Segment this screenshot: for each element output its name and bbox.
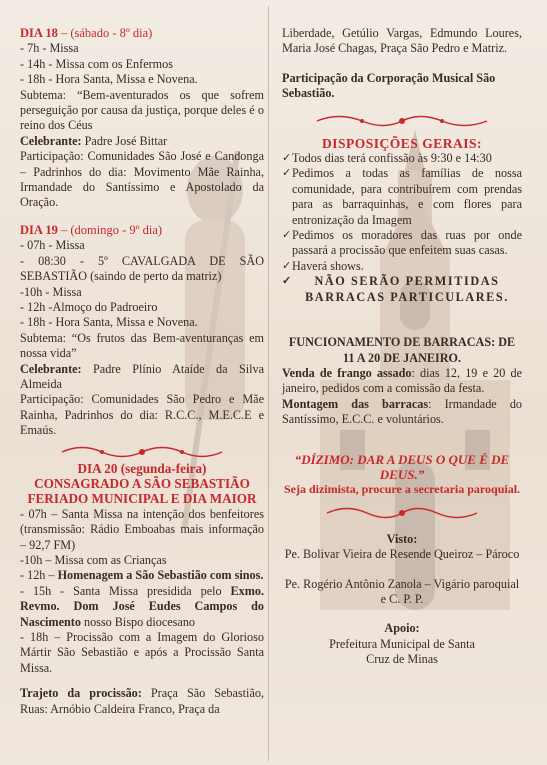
day20-item: - 07h – Santa Missa na intenção dos benfeitores (transmissão: Rádio Emboabas mais informação – 92,7 FM) xyxy=(20,506,264,552)
check-icon: ✓ xyxy=(282,259,292,272)
dizimo-slogan: “DÍZIMO: DAR A DEUS O QUE É DE DEUS.” xyxy=(294,451,510,482)
day19-celebrante: Celebrante: Padre Plínio Ataíde da Silva Almeida xyxy=(20,361,264,391)
day18-celebrante: Celebrante: Padre José Bittar xyxy=(20,133,168,148)
venda-frango: Venda de frango assado: dias 12, 19 e 20 de janeiro, pedidos com a comissão da festa. xyxy=(282,365,522,396)
disposicao-item: ✓ Todos dias terá confissão às 9:30 e 14:30 xyxy=(282,151,492,166)
day19-subtema: Subtema: “Os frutos das Bem-aventuranças em nossa vida” xyxy=(20,330,264,361)
funcionamento-title: FUNCIONAMENTO DE BARRACAS: DE 11 A 20 DE JANEIRO. xyxy=(288,335,516,365)
day20-item: - 12h – Homenagem a São Sebastião com sinos. xyxy=(20,568,264,583)
apoio-label: Apoio: xyxy=(384,621,420,636)
scroll-ornament-icon xyxy=(312,112,492,130)
day19-heading: DIA 19 – (domingo - 9º dia) xyxy=(20,222,163,237)
trajeto-procissao: Trajeto da procissão: Praça São Sebastião, Ruas: Arnóbio Caldeira Franco, Praça da xyxy=(20,686,264,716)
apoio-prefeitura: Prefeitura Municipal de Santa Cruz de Minas xyxy=(329,636,475,667)
day18-item: - 14h - Missa com os Enfermos xyxy=(20,56,173,71)
trajeto-continuation: Liberdade, Getúlio Vargas, Edmundo Loures, Maria José Chagas, Praça São Pedro e Matriz. xyxy=(282,26,522,56)
day18-heading: DIA 18 – (sábado - 8º dia) xyxy=(20,26,153,40)
day18-participacao: Participação: Comunidades São José e Candonga – Padrinhos do dia: Movimento Mãe Rainha, Irmandade do Santíssimo e Apostolado da Oração. xyxy=(20,149,264,210)
visto-label: Visto: xyxy=(386,531,418,546)
scroll-ornament-icon xyxy=(57,443,227,461)
column-divider xyxy=(268,6,269,761)
day20-item: - 18h – Procissão com a Imagem do Glorioso Mártir São Sebastião e após a Procissão Santa Missa. xyxy=(20,630,264,675)
day20-item: -10h – Missa com as Crianças xyxy=(20,553,167,567)
day20-consagrado: CONSAGRADO A SÃO SEBASTIÃO xyxy=(34,475,250,491)
montagem-barracas: Montagem das barracas: Irmandade do Santíssimo, E.C.C. e voluntários. xyxy=(282,396,523,427)
scroll-ornament-icon xyxy=(322,504,482,522)
day18-subtema: Subtema: “Bem-aventurados os que sofrem perseguição por causa da justiça, porque deles é o reino dos Céus xyxy=(20,87,264,133)
day20-feriado: FERIADO MUNICIPAL E DIA MAIOR xyxy=(27,491,257,507)
day18-item: - 18h - Hora Santa, Missa e Novena. xyxy=(20,72,198,87)
visto-paroco: Pe. Bolivar Vieira de Resende Queiroz – Pároco xyxy=(284,547,520,562)
day19-item: - 07h - Missa xyxy=(20,238,85,253)
left-column xyxy=(20,0,264,717)
day19-item: - 08:30 - 5º CAVALGADA DE SÃO SEBASTIÃO (saindo de perto da matriz) xyxy=(20,253,264,284)
day18-item: - 7h - Missa xyxy=(20,41,79,56)
check-icon: ✓ xyxy=(282,152,292,165)
visto-vigario: Pe. Rogério Antônio Zanola – Vigário paroquial e C. P. P. xyxy=(284,576,520,606)
day20-item: - 15h - Santa Missa presidida pelo Exmo. Revmo. Dom José Eudes Campos do Nascimento nosso Bispo diocesano xyxy=(20,583,264,629)
corporacao-musical: Participação da Corporação Musical São Sebastião. xyxy=(282,70,496,101)
barracas-warning: ✓ NÃO SERÃO PERMITIDAS BARRACAS PARTICULARES. xyxy=(282,274,509,304)
disposicoes-title: DISPOSIÇÕES GERAIS: xyxy=(322,135,482,151)
day20-heading: DIA 20 (segunda-feira) xyxy=(77,460,207,476)
disposicao-item: ✓ Pedimos a todas as famílias de nossa comunidade, para contribuírem com prendas para as barraquinhas, e com flores para entronização da Imagem xyxy=(282,166,522,227)
day19-item: - 18h - Hora Santa, Missa e Novena. xyxy=(20,315,198,330)
disposicao-item: ✓ Haverá shows. xyxy=(282,258,364,273)
day19-item: - 12h -Almoço do Padroeiro xyxy=(20,299,158,314)
dizimo-call: Seja dizimista, procure a secretaria paroquial. xyxy=(283,482,521,497)
check-icon: ✓ xyxy=(282,167,292,180)
day19-participacao: Participação: Comunidades São Pedro e Mãe Rainha, Padrinhos do dia: R.C.C., M.E.C.E e Emaús. xyxy=(20,392,264,438)
check-icon: ✓ xyxy=(282,275,292,288)
disposicao-item: ✓ Pedimos os moradores das ruas por onde passará a procissão que enfeitem suas casas. xyxy=(282,228,522,258)
day19-item: -10h - Missa xyxy=(20,284,82,299)
check-icon: ✓ xyxy=(282,229,292,242)
right-column xyxy=(282,0,522,668)
